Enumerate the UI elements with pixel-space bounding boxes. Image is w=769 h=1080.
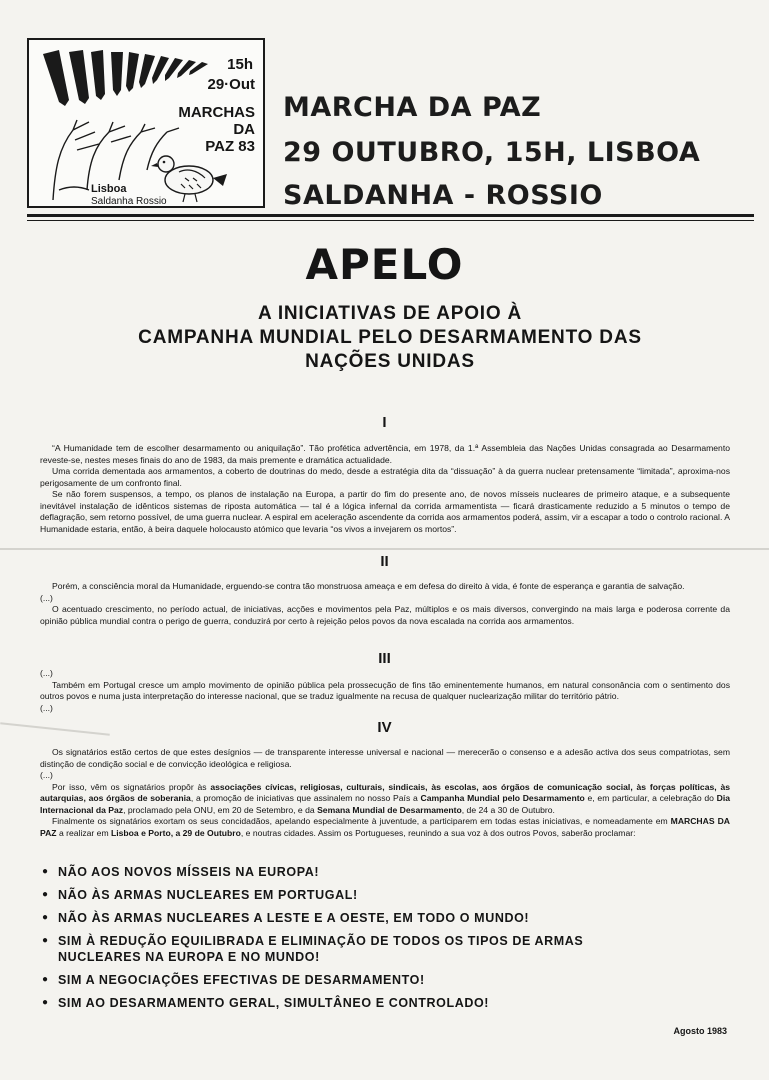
text-run: , de 24 a 30 de Outubro. — [461, 804, 555, 815]
text-run-bold: Lisboa e Porto, a 29 de Outubro — [111, 827, 241, 838]
text-run-bold: associações cívicas, religiosas, culturais, sindicais, às escolas, aos órgãos de comunicação social, às forças políticas, às autarquias, aos órgãos de soberania — [40, 781, 731, 803]
logo-marchas-line: PAZ 83 — [205, 138, 255, 155]
logo-marchas-title — [165, 104, 255, 155]
subtitle-line: A INICIATIVAS DE APOIO À — [257, 303, 523, 324]
page-title: APELO — [305, 240, 464, 289]
paragraph: Porém, a consciência moral da Humanidade, erguendo-se contra tão monstruosa ameaça e em defesa do direito à vida, é fonte de esperança e garantia de salvação. — [52, 581, 685, 591]
subtitle — [40, 302, 740, 374]
headline-line-2: 29 OUTUBRO, 15H, LISBOA — [283, 137, 701, 168]
slogan-item: ● NÃO AOS NOVOS MÍSSEIS NA EUROPA! — [42, 864, 662, 880]
footer-date: Agosto 1983 — [673, 1026, 727, 1036]
section-heading-II: II — [380, 553, 389, 570]
text-run-bold: MARCHAS DA PAZ — [40, 816, 730, 838]
headline-line-1: MARCHA DA PAZ — [283, 92, 542, 123]
headline-line-3: SALDANHA - ROSSIO — [283, 180, 603, 211]
ellipsis: (...) — [40, 702, 53, 713]
text-run-bold: Dia Internacional da Paz — [40, 793, 730, 815]
subtitle-line: CAMPANHA MUNDIAL PELO DESARMAMENTO DAS — [138, 327, 642, 348]
ellipsis: (...) — [40, 770, 53, 780]
slogan-item: ● SIM AO DESARMAMENTO GERAL, SIMULTÂNEO E CONTROLADO! — [42, 995, 662, 1011]
header-divider — [27, 214, 754, 217]
logo-marchas-line: MARCHAS — [178, 104, 255, 121]
slogan-item: ● SIM À REDUÇÃO EQUILIBRADA E ELIMINAÇÃO DE TODOS OS TIPOS DE ARMAS NUCLEARES NA EUROPA E NO MUNDO! — [42, 933, 662, 965]
text-run: , e noutras cidades. Assim os Portugueses, reunindo a sua voz à dos outros Povos, saberão proclamar: — [240, 827, 636, 838]
section-heading-IV: IV — [377, 719, 392, 736]
paragraph: Também em Portugal cresce um amplo movimento de opinião pública pela prossecução de fins tão eminentemente humanos, em natural consonância com o sentimento dos outros povos e numa justa interpretação do interesse nacional, que se traduz igualmente na recusa de qualquer nuclearização militar do território pátrio. — [40, 679, 730, 701]
paragraph: “A Humanidade tem de escolher desarmamento ou aniquilação”. Tão profética advertência, em 1978, da 1.ª Assembleia das Nações Unidas consagrada ao Desarmamento reveste-se, nestes meses finais do ano de 1983, da mais premente e dramática actualidade. — [40, 443, 730, 465]
section-heading-III: III — [378, 650, 391, 667]
slogan-item: ● NÃO ÀS ARMAS NUCLEARES A LESTE E A OESTE, EM TODO O MUNDO! — [42, 910, 662, 926]
slogan-item: ● NÃO ÀS ARMAS NUCLEARES EM PORTUGAL! — [42, 887, 662, 903]
slogan-list — [42, 864, 662, 1018]
section-II-text — [40, 581, 730, 627]
paragraph: Se não forem suspensos, a tempo, os planos de instalação na Europa, a partir do fim do presente ano, de novos mísseis nucleares de primeiro ataque, e a subsequente inevitável instalação de idênticos sistemas de riposta automática — tal é a lógica infernal da corrida armamentista — ficará drasticamente reduzido a 5 minutos o tempo de deflagração, sem retorno possível, de uma guerra nuclear. A espiral em aceleração ascendente da corrida aos armamentos poderá, assim, vir a escapar a todo o controlo racional. A Humanidade estaria, então, à beira daquele holocausto atómico que levaria “os vivos a invejarem os mortos”. — [40, 489, 730, 534]
section-heading-I: I — [382, 414, 387, 431]
header-divider-thin — [27, 220, 754, 221]
slogan-item: ● SIM A NEGOCIAÇÕES EFECTIVAS DE DESARMAMENTO! — [42, 972, 662, 988]
subtitle-line: NAÇÕES UNIDAS — [305, 351, 475, 372]
logo-marchas-line: DA — [233, 121, 255, 138]
text-run: e, em particular, a celebração do — [584, 793, 717, 803]
ellipsis: (...) — [40, 592, 53, 603]
paragraph: O acentuado crescimento, no período actual, de iniciativas, acções e movimentos pela Paz, múltiplos e os mais diversos, convergindo na mais larga e poderosa corrente da opinião pública mundial contra o perigo de guerra, conduzirá por certo à rejeição pelos povos da nova escalada na corrida aos armamentos. — [40, 604, 730, 626]
paragraph — [40, 816, 730, 839]
text-run: , proclamado pela ONU, em 20 de Setembro, e da — [123, 804, 318, 815]
paragraph: Os signatários estão certos de que estes desígnios — de transparente interesse universal e nacional — merecerão o consenso e a adesão activa dos seus compatriotas, sem distinção de condição social e de convicção ideológica e religiosa. — [40, 747, 730, 769]
text-run: , a promoção de iniciativas que assinalem no nosso País a — [190, 793, 421, 803]
text-run: Por isso, vêm os signatários propôr às — [52, 781, 211, 792]
logo-date: 29·Out — [207, 76, 255, 93]
logo-route: Saldanha Rossio — [91, 196, 167, 207]
logo-time: 15h — [227, 56, 253, 73]
ellipsis: (...) — [40, 668, 53, 678]
text-run-bold: Campanha Mundial pelo Desarmamento — [420, 793, 585, 803]
paragraph: Uma corrida dementada aos armamentos, a coberto de doutrinas do medo, desde a estratégia dita da “dissuação” à da guerra nuclear pretensamente “limitada”, aproxima-nos perigosamente de um confronto final. — [40, 466, 730, 488]
text-run: a realizar em — [56, 827, 112, 838]
march-logo — [27, 38, 265, 208]
section-III-text — [40, 668, 730, 714]
text-run: Finalmente os signatários exortam os seus concidadãos, apelando especialmente à juventude, a participarem em todas estas iniciativas, e nomeadamente em — [52, 816, 671, 826]
section-I-text — [40, 443, 730, 535]
logo-city: Lisboa — [91, 183, 127, 195]
paragraph — [40, 782, 730, 817]
text-run-bold: Semana Mundial de Desarmamento — [317, 804, 462, 815]
paper-fold-mark — [0, 548, 769, 550]
section-IV-text — [40, 747, 730, 839]
